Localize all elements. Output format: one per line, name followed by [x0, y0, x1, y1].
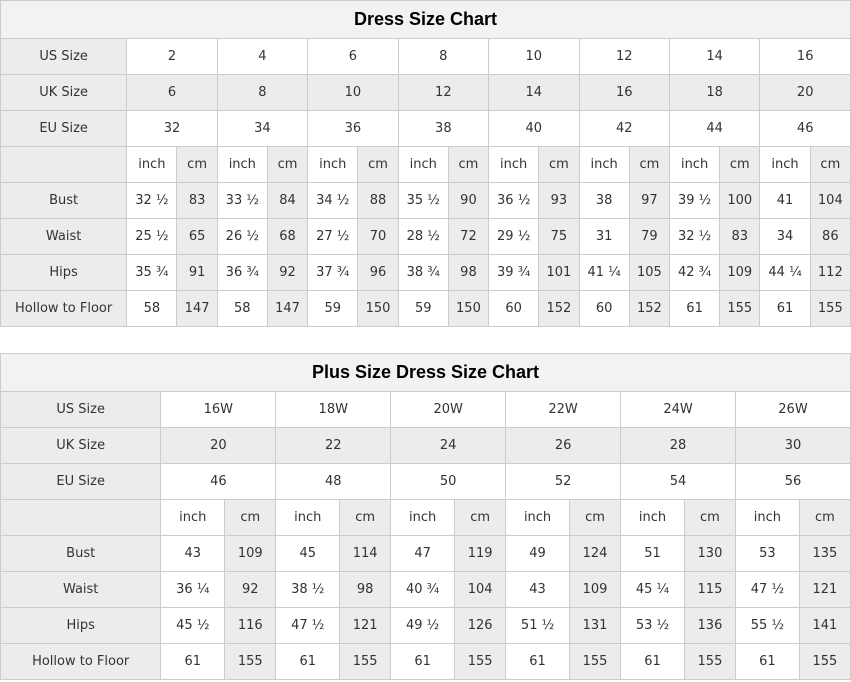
- size-value-cell: 28: [621, 428, 736, 464]
- cm-value-cell: 88: [358, 183, 398, 219]
- inch-value-cell: 45: [276, 536, 340, 572]
- chart-title-row: [1, 1, 851, 39]
- cm-value-cell: 98: [340, 572, 391, 608]
- cm-value-cell: 75: [539, 219, 579, 255]
- cm-value-cell: 155: [569, 644, 620, 680]
- size-value-cell: 12: [579, 39, 669, 75]
- cm-value-cell: 109: [225, 536, 276, 572]
- cm-value-cell: 92: [225, 572, 276, 608]
- inch-value-cell: 32 ½: [127, 183, 177, 219]
- unit-inch-label: inch: [579, 147, 629, 183]
- cm-value-cell: 152: [629, 291, 669, 327]
- inch-value-cell: 31: [579, 219, 629, 255]
- size-value-cell: 6: [127, 75, 217, 111]
- size-value-cell: 8: [398, 39, 488, 75]
- cm-value-cell: 91: [177, 255, 217, 291]
- size-value-cell: 24W: [621, 392, 736, 428]
- cm-value-cell: 96: [358, 255, 398, 291]
- inch-value-cell: 59: [398, 291, 448, 327]
- inch-value-cell: 25 ½: [127, 219, 177, 255]
- size-row: [1, 464, 851, 500]
- inch-value-cell: 26 ½: [217, 219, 267, 255]
- size-value-cell: 22W: [506, 392, 621, 428]
- size-value-cell: 38: [398, 111, 488, 147]
- inch-value-cell: 47 ½: [276, 608, 340, 644]
- measurement-row: [1, 183, 851, 219]
- inch-value-cell: 41: [760, 183, 810, 219]
- row-label: EU Size: [1, 111, 127, 147]
- unit-cm-label: cm: [455, 500, 506, 536]
- cm-value-cell: 72: [448, 219, 488, 255]
- cm-value-cell: 155: [684, 644, 735, 680]
- cm-value-cell: 121: [340, 608, 391, 644]
- size-row: [1, 392, 851, 428]
- inch-value-cell: 28 ½: [398, 219, 448, 255]
- inch-value-cell: 43: [506, 572, 570, 608]
- unit-inch-label: inch: [669, 147, 719, 183]
- inch-value-cell: 39 ½: [669, 183, 719, 219]
- measurement-row: [1, 644, 851, 680]
- size-value-cell: 4: [217, 39, 307, 75]
- cm-value-cell: 104: [810, 183, 850, 219]
- inch-value-cell: 47 ½: [735, 572, 799, 608]
- size-value-cell: 44: [669, 111, 759, 147]
- cm-value-cell: 86: [810, 219, 850, 255]
- inch-value-cell: 61: [276, 644, 340, 680]
- unit-cm-label: cm: [225, 500, 276, 536]
- inch-value-cell: 43: [161, 536, 225, 572]
- cm-value-cell: 109: [569, 572, 620, 608]
- cm-value-cell: 150: [358, 291, 398, 327]
- inch-value-cell: 39 ¾: [489, 255, 539, 291]
- inch-value-cell: 61: [760, 291, 810, 327]
- unit-inch-label: inch: [398, 147, 448, 183]
- unit-cm-label: cm: [358, 147, 398, 183]
- unit-cm-label: cm: [267, 147, 307, 183]
- inch-value-cell: 35 ¾: [127, 255, 177, 291]
- size-row: [1, 428, 851, 464]
- inch-value-cell: 38 ½: [276, 572, 340, 608]
- row-label: Waist: [1, 219, 127, 255]
- inch-value-cell: 44 ¼: [760, 255, 810, 291]
- inch-value-cell: 36 ½: [489, 183, 539, 219]
- cm-value-cell: 68: [267, 219, 307, 255]
- size-value-cell: 16: [579, 75, 669, 111]
- size-value-cell: 10: [308, 75, 398, 111]
- chart-title-row: [1, 354, 851, 392]
- size-value-cell: 36: [308, 111, 398, 147]
- inch-value-cell: 33 ½: [217, 183, 267, 219]
- unit-inch-label: inch: [391, 500, 455, 536]
- cm-value-cell: 150: [448, 291, 488, 327]
- size-value-cell: 6: [308, 39, 398, 75]
- cm-value-cell: 98: [448, 255, 488, 291]
- row-label: UK Size: [1, 75, 127, 111]
- size-value-cell: 18: [669, 75, 759, 111]
- size-value-cell: 32: [127, 111, 217, 147]
- inch-value-cell: 58: [127, 291, 177, 327]
- inch-value-cell: 45 ½: [161, 608, 225, 644]
- inch-value-cell: 32 ½: [669, 219, 719, 255]
- cm-value-cell: 70: [358, 219, 398, 255]
- unit-cm-label: cm: [569, 500, 620, 536]
- unit-inch-label: inch: [506, 500, 570, 536]
- cm-value-cell: 65: [177, 219, 217, 255]
- size-value-cell: 8: [217, 75, 307, 111]
- row-label: Bust: [1, 183, 127, 219]
- inch-value-cell: 45 ¼: [621, 572, 685, 608]
- cm-value-cell: 115: [684, 572, 735, 608]
- measurement-row: [1, 291, 851, 327]
- size-value-cell: 52: [506, 464, 621, 500]
- cm-value-cell: 130: [684, 536, 735, 572]
- inch-value-cell: 61: [735, 644, 799, 680]
- size-row: [1, 75, 851, 111]
- cm-value-cell: 141: [799, 608, 850, 644]
- cm-value-cell: 83: [720, 219, 760, 255]
- row-label: UK Size: [1, 428, 161, 464]
- inch-value-cell: 36 ¾: [217, 255, 267, 291]
- cm-value-cell: 119: [455, 536, 506, 572]
- cm-value-cell: 121: [799, 572, 850, 608]
- cm-value-cell: 131: [569, 608, 620, 644]
- size-value-cell: 56: [735, 464, 850, 500]
- inch-value-cell: 35 ½: [398, 183, 448, 219]
- chart-title: Dress Size Chart: [1, 1, 851, 39]
- cm-value-cell: 136: [684, 608, 735, 644]
- inch-value-cell: 51: [621, 536, 685, 572]
- size-value-cell: 22: [276, 428, 391, 464]
- inch-value-cell: 34 ½: [308, 183, 358, 219]
- inch-value-cell: 38: [579, 183, 629, 219]
- cm-value-cell: 105: [629, 255, 669, 291]
- cm-value-cell: 84: [267, 183, 307, 219]
- cm-value-cell: 92: [267, 255, 307, 291]
- cm-value-cell: 155: [225, 644, 276, 680]
- cm-value-cell: 147: [267, 291, 307, 327]
- inch-value-cell: 61: [669, 291, 719, 327]
- measurement-row: [1, 536, 851, 572]
- cm-value-cell: 101: [539, 255, 579, 291]
- inch-value-cell: 42 ¾: [669, 255, 719, 291]
- unit-inch-label: inch: [308, 147, 358, 183]
- size-value-cell: 24: [391, 428, 506, 464]
- inch-value-cell: 40 ¾: [391, 572, 455, 608]
- cm-value-cell: 155: [720, 291, 760, 327]
- inch-value-cell: 58: [217, 291, 267, 327]
- inch-value-cell: 34: [760, 219, 810, 255]
- cm-value-cell: 116: [225, 608, 276, 644]
- size-value-cell: 18W: [276, 392, 391, 428]
- inch-value-cell: 36 ¼: [161, 572, 225, 608]
- row-label: Waist: [1, 572, 161, 608]
- measurement-row: [1, 572, 851, 608]
- size-value-cell: 16: [760, 39, 851, 75]
- unit-cm-label: cm: [448, 147, 488, 183]
- plus-size-dress-size-chart-table: [0, 353, 851, 680]
- size-value-cell: 42: [579, 111, 669, 147]
- unit-cm-label: cm: [629, 147, 669, 183]
- unit-cm-label: cm: [340, 500, 391, 536]
- size-value-cell: 50: [391, 464, 506, 500]
- size-value-cell: 40: [489, 111, 579, 147]
- unit-inch-label: inch: [489, 147, 539, 183]
- cm-value-cell: 135: [799, 536, 850, 572]
- inch-value-cell: 53 ½: [621, 608, 685, 644]
- row-label: Hips: [1, 255, 127, 291]
- size-row: [1, 111, 851, 147]
- cm-value-cell: 152: [539, 291, 579, 327]
- inch-value-cell: 49 ½: [391, 608, 455, 644]
- cm-value-cell: 79: [629, 219, 669, 255]
- size-value-cell: 14: [489, 75, 579, 111]
- inch-value-cell: 53: [735, 536, 799, 572]
- inch-value-cell: 51 ½: [506, 608, 570, 644]
- unit-inch-label: inch: [161, 500, 225, 536]
- unit-row-spacer: [1, 147, 127, 183]
- row-label: US Size: [1, 392, 161, 428]
- unit-cm-label: cm: [684, 500, 735, 536]
- size-value-cell: 46: [760, 111, 851, 147]
- cm-value-cell: 100: [720, 183, 760, 219]
- cm-value-cell: 155: [455, 644, 506, 680]
- inch-value-cell: 61: [621, 644, 685, 680]
- unit-cm-label: cm: [810, 147, 850, 183]
- size-value-cell: 20: [760, 75, 851, 111]
- unit-inch-label: inch: [276, 500, 340, 536]
- inch-value-cell: 38 ¾: [398, 255, 448, 291]
- unit-cm-label: cm: [799, 500, 850, 536]
- size-value-cell: 20W: [391, 392, 506, 428]
- inch-value-cell: 61: [391, 644, 455, 680]
- size-value-cell: 10: [489, 39, 579, 75]
- inch-value-cell: 60: [489, 291, 539, 327]
- size-value-cell: 2: [127, 39, 217, 75]
- cm-value-cell: 124: [569, 536, 620, 572]
- cm-value-cell: 126: [455, 608, 506, 644]
- chart-title: Plus Size Dress Size Chart: [1, 354, 851, 392]
- cm-value-cell: 109: [720, 255, 760, 291]
- size-value-cell: 26W: [735, 392, 850, 428]
- size-value-cell: 48: [276, 464, 391, 500]
- size-value-cell: 14: [669, 39, 759, 75]
- dress-size-chart-table: [0, 0, 851, 327]
- unit-inch-label: inch: [217, 147, 267, 183]
- unit-header-row: [1, 500, 851, 536]
- inch-value-cell: 61: [161, 644, 225, 680]
- cm-value-cell: 104: [455, 572, 506, 608]
- unit-row-spacer: [1, 500, 161, 536]
- inch-value-cell: 49: [506, 536, 570, 572]
- inch-value-cell: 37 ¾: [308, 255, 358, 291]
- inch-value-cell: 59: [308, 291, 358, 327]
- size-value-cell: 46: [161, 464, 276, 500]
- cm-value-cell: 114: [340, 536, 391, 572]
- unit-inch-label: inch: [127, 147, 177, 183]
- inch-value-cell: 29 ½: [489, 219, 539, 255]
- unit-inch-label: inch: [735, 500, 799, 536]
- row-label: EU Size: [1, 464, 161, 500]
- inch-value-cell: 60: [579, 291, 629, 327]
- measurement-row: [1, 608, 851, 644]
- unit-header-row: [1, 147, 851, 183]
- size-value-cell: 26: [506, 428, 621, 464]
- unit-cm-label: cm: [720, 147, 760, 183]
- measurement-row: [1, 219, 851, 255]
- size-value-cell: 54: [621, 464, 736, 500]
- cm-value-cell: 97: [629, 183, 669, 219]
- row-label: US Size: [1, 39, 127, 75]
- cm-value-cell: 155: [810, 291, 850, 327]
- unit-cm-label: cm: [177, 147, 217, 183]
- row-label: Hollow to Floor: [1, 644, 161, 680]
- row-label: Hips: [1, 608, 161, 644]
- inch-value-cell: 61: [506, 644, 570, 680]
- row-label: Bust: [1, 536, 161, 572]
- size-value-cell: 34: [217, 111, 307, 147]
- inch-value-cell: 27 ½: [308, 219, 358, 255]
- size-value-cell: 12: [398, 75, 488, 111]
- cm-value-cell: 155: [799, 644, 850, 680]
- cm-value-cell: 93: [539, 183, 579, 219]
- inch-value-cell: 55 ½: [735, 608, 799, 644]
- inch-value-cell: 41 ¼: [579, 255, 629, 291]
- unit-inch-label: inch: [760, 147, 810, 183]
- unit-inch-label: inch: [621, 500, 685, 536]
- inch-value-cell: 47: [391, 536, 455, 572]
- cm-value-cell: 155: [340, 644, 391, 680]
- size-value-cell: 30: [735, 428, 850, 464]
- size-value-cell: 16W: [161, 392, 276, 428]
- cm-value-cell: 83: [177, 183, 217, 219]
- size-row: [1, 39, 851, 75]
- unit-cm-label: cm: [539, 147, 579, 183]
- cm-value-cell: 112: [810, 255, 850, 291]
- cm-value-cell: 147: [177, 291, 217, 327]
- cm-value-cell: 90: [448, 183, 488, 219]
- size-value-cell: 20: [161, 428, 276, 464]
- row-label: Hollow to Floor: [1, 291, 127, 327]
- measurement-row: [1, 255, 851, 291]
